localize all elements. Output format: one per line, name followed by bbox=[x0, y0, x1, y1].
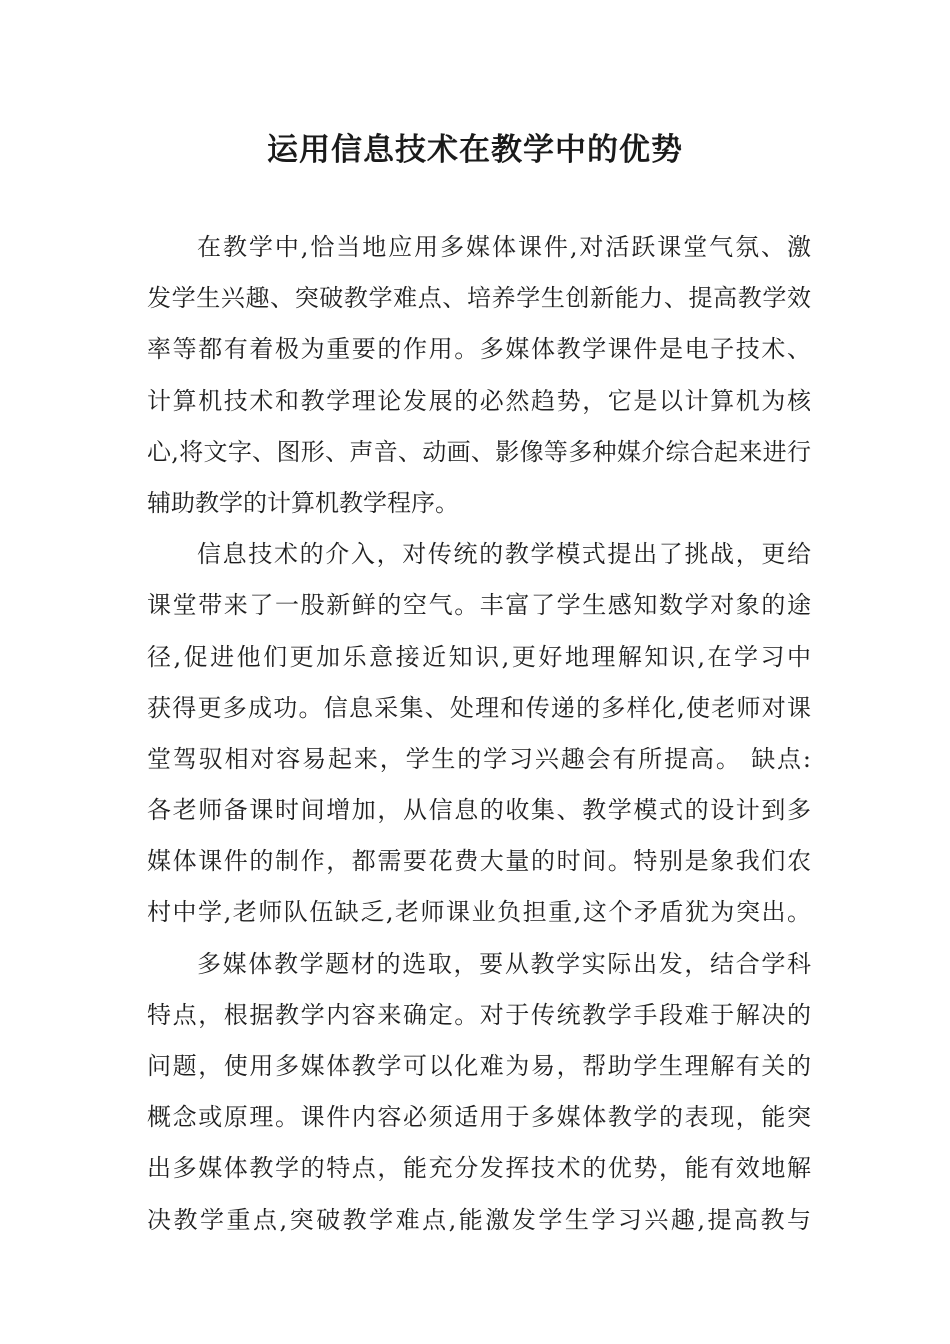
text-line: 辅助教学的计算机教学程序。 bbox=[147, 488, 459, 517]
text-line: 信息技术的介入，对传统的教学模式提出了挑战，更给 bbox=[197, 540, 811, 569]
text-line: 各老师备课时间增加，从信息的收集、教学模式的设计到多 bbox=[147, 796, 811, 825]
text-line: 问题，使用多媒体教学可以化难为易，帮助学生理解有关的 bbox=[147, 1052, 811, 1080]
text-line: 率等都有着极为重要的作用。多媒体教学课件是电子技术、 bbox=[147, 335, 811, 364]
text-line: 心,将文字、图形、声音、动画、影像等多种媒介综合起来进行 bbox=[147, 437, 811, 466]
text-line: 堂驾驭相对容易起来，学生的学习兴趣会有所提高。 缺点: bbox=[147, 744, 811, 773]
text-line: 媒体课件的制作，都需要花费大量的时间。特别是象我们农 bbox=[147, 847, 811, 876]
text-line: 出多媒体教学的特点，能充分发挥技术的优势，能有效地解 bbox=[147, 1154, 811, 1183]
document-title: 运用信息技术在教学中的优势 bbox=[267, 132, 683, 168]
text-line: 在教学中,恰当地应用多媒体课件,对活跃课堂气氛、激 bbox=[197, 233, 811, 261]
text-line: 村中学,老师队伍缺乏,老师课业负担重,这个矛盾犹为突出。 bbox=[147, 898, 811, 927]
text-line: 获得更多成功。信息采集、处理和传递的多样化,使老师对课 bbox=[147, 693, 811, 722]
text-line: 概念或原理。课件内容必须适用于多媒体教学的表现，能突 bbox=[147, 1103, 811, 1132]
text-line: 径,促进他们更加乐意接近知识,更好地理解知识,在学习中 bbox=[147, 642, 811, 671]
document-body bbox=[147, 222, 811, 1246]
text-line: 发学生兴趣、突破教学难点、培养学生创新能力、提高教学效 bbox=[147, 284, 811, 313]
text-line: 计算机技术和教学理论发展的必然趋势，它是以计算机为核 bbox=[147, 386, 811, 415]
text-line: 决教学重点,突破教学难点,能激发学生学习兴趣,提高教与 bbox=[147, 1205, 811, 1234]
text-line: 多媒体教学题材的选取，要从教学实际出发，结合学科 bbox=[197, 949, 811, 978]
text-line: 课堂带来了一股新鲜的空气。丰富了学生感知数学对象的途 bbox=[147, 591, 811, 620]
text-line: 特点，根据教学内容来确定。对于传统教学手段难于解决的 bbox=[147, 1000, 811, 1029]
